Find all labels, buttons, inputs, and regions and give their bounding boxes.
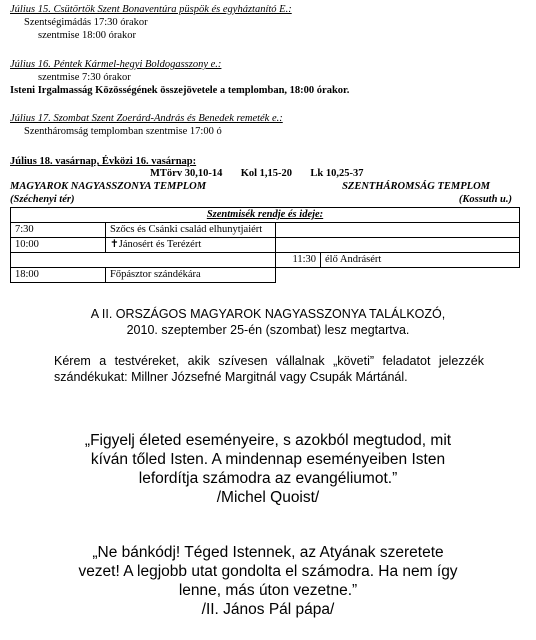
- day-block-july-17: [10, 112, 283, 138]
- mass-intention: Szőcs és Csánki család elhunytjaiért: [106, 223, 276, 238]
- mass-time: 10:00: [11, 238, 106, 253]
- empty-cell: [276, 223, 520, 238]
- table-row: [11, 223, 520, 238]
- day-block-july-16: [10, 58, 349, 97]
- empty-cell: [11, 253, 276, 268]
- place-left: (Széchenyi tér): [10, 194, 75, 205]
- day-title: Július 17. Szombat Szent Zoerárd-András és Benedek remeték e.:: [10, 113, 283, 124]
- table-header: Szentmisék rendje és ideje:: [11, 208, 520, 223]
- quote-author: /II. János Pál pápa/: [201, 601, 335, 618]
- church-left: MAGYAROK NAGYASSZONYA TEMPLOM: [10, 181, 207, 192]
- event-line: Szentháromság templomban szentmise 17:00 ó: [24, 126, 222, 137]
- announcement: [40, 306, 496, 338]
- quote-line: kíván tőled Isten. A mindennap eseményeiben Isten: [90, 451, 446, 468]
- announcement-line: 2010. szeptember 25-én (szombat) lesz megtartva.: [126, 323, 410, 337]
- empty-cell: [276, 268, 520, 283]
- quote-pope: [20, 543, 516, 619]
- quote-author: /Michel Quoist/: [216, 489, 320, 506]
- church-row: [10, 180, 520, 193]
- quote-quoist: [20, 431, 516, 507]
- quote-line: „Figyelj életed eseményeire, s azokból megtudod, mit: [84, 432, 452, 449]
- place-row: [10, 193, 520, 206]
- mass-schedule-table: [10, 207, 520, 283]
- mass-intention: Főpásztor szándékára: [106, 268, 276, 283]
- mass-time: 11:30: [276, 253, 321, 268]
- quote-line: vezet! A legjobb utat gondolta el számodra. Ha nem így: [78, 563, 458, 580]
- table-row: [11, 268, 520, 283]
- announcement-line: A II. ORSZÁGOS MAGYAROK NAGYASSZONYA TALÁLKOZÓ,: [90, 307, 446, 321]
- empty-cell: [276, 238, 520, 253]
- volunteer-request: Kérem a testvéreket, akik szívesen vállalnak „követi” feladatot jelezzék szándékukat: Millner Józsefné Margitnál vagy Csupák Mártánál.: [54, 354, 484, 384]
- event-line: szentmise 7:30 órakor: [38, 72, 131, 83]
- day-title: Július 16. Péntek Kármel-hegyi Boldogasszony e.:: [10, 59, 222, 70]
- church-right: SZENTHÁROMSÁG TEMPLOM: [342, 181, 490, 192]
- table-row: [11, 253, 520, 268]
- day-title: Július 15. Csütörtök Szent Bonaventúra püspök és egyháztanító E.:: [10, 4, 292, 15]
- table-row: [11, 238, 520, 253]
- quote-line: lefordítja számodra az evangéliumot.”: [138, 470, 398, 487]
- readings: MTörv 30,10-14 Kol 1,15-20 Lk 10,25-37: [150, 168, 364, 179]
- mass-time: 18:00: [11, 268, 106, 283]
- event-line: Isteni Irgalmasság Közösségének összejövetele a templomban, 18:00 órakor.: [10, 85, 350, 96]
- quote-line: „Ne bánkódj! Téged Istennek, az Atyának szeretete: [92, 544, 444, 561]
- event-line: Szentségimádás 17:30 órakor: [24, 17, 148, 28]
- mass-intention: élő Andrásért: [321, 253, 520, 268]
- day-title-july-18: Július 18. vasárnap, Évközi 16. vasárnap:: [10, 156, 197, 167]
- mass-time: 7:30: [11, 223, 106, 238]
- place-right: (Kossuth u.): [458, 194, 512, 205]
- day-block-july-15: [10, 3, 292, 42]
- event-line: szentmise 18:00 órakor: [38, 30, 136, 41]
- mass-intention: ✝Jánosért és Terézért: [106, 238, 276, 253]
- quote-line: lenne, más úton vezetne.”: [178, 582, 358, 599]
- table-header-row: [11, 208, 520, 223]
